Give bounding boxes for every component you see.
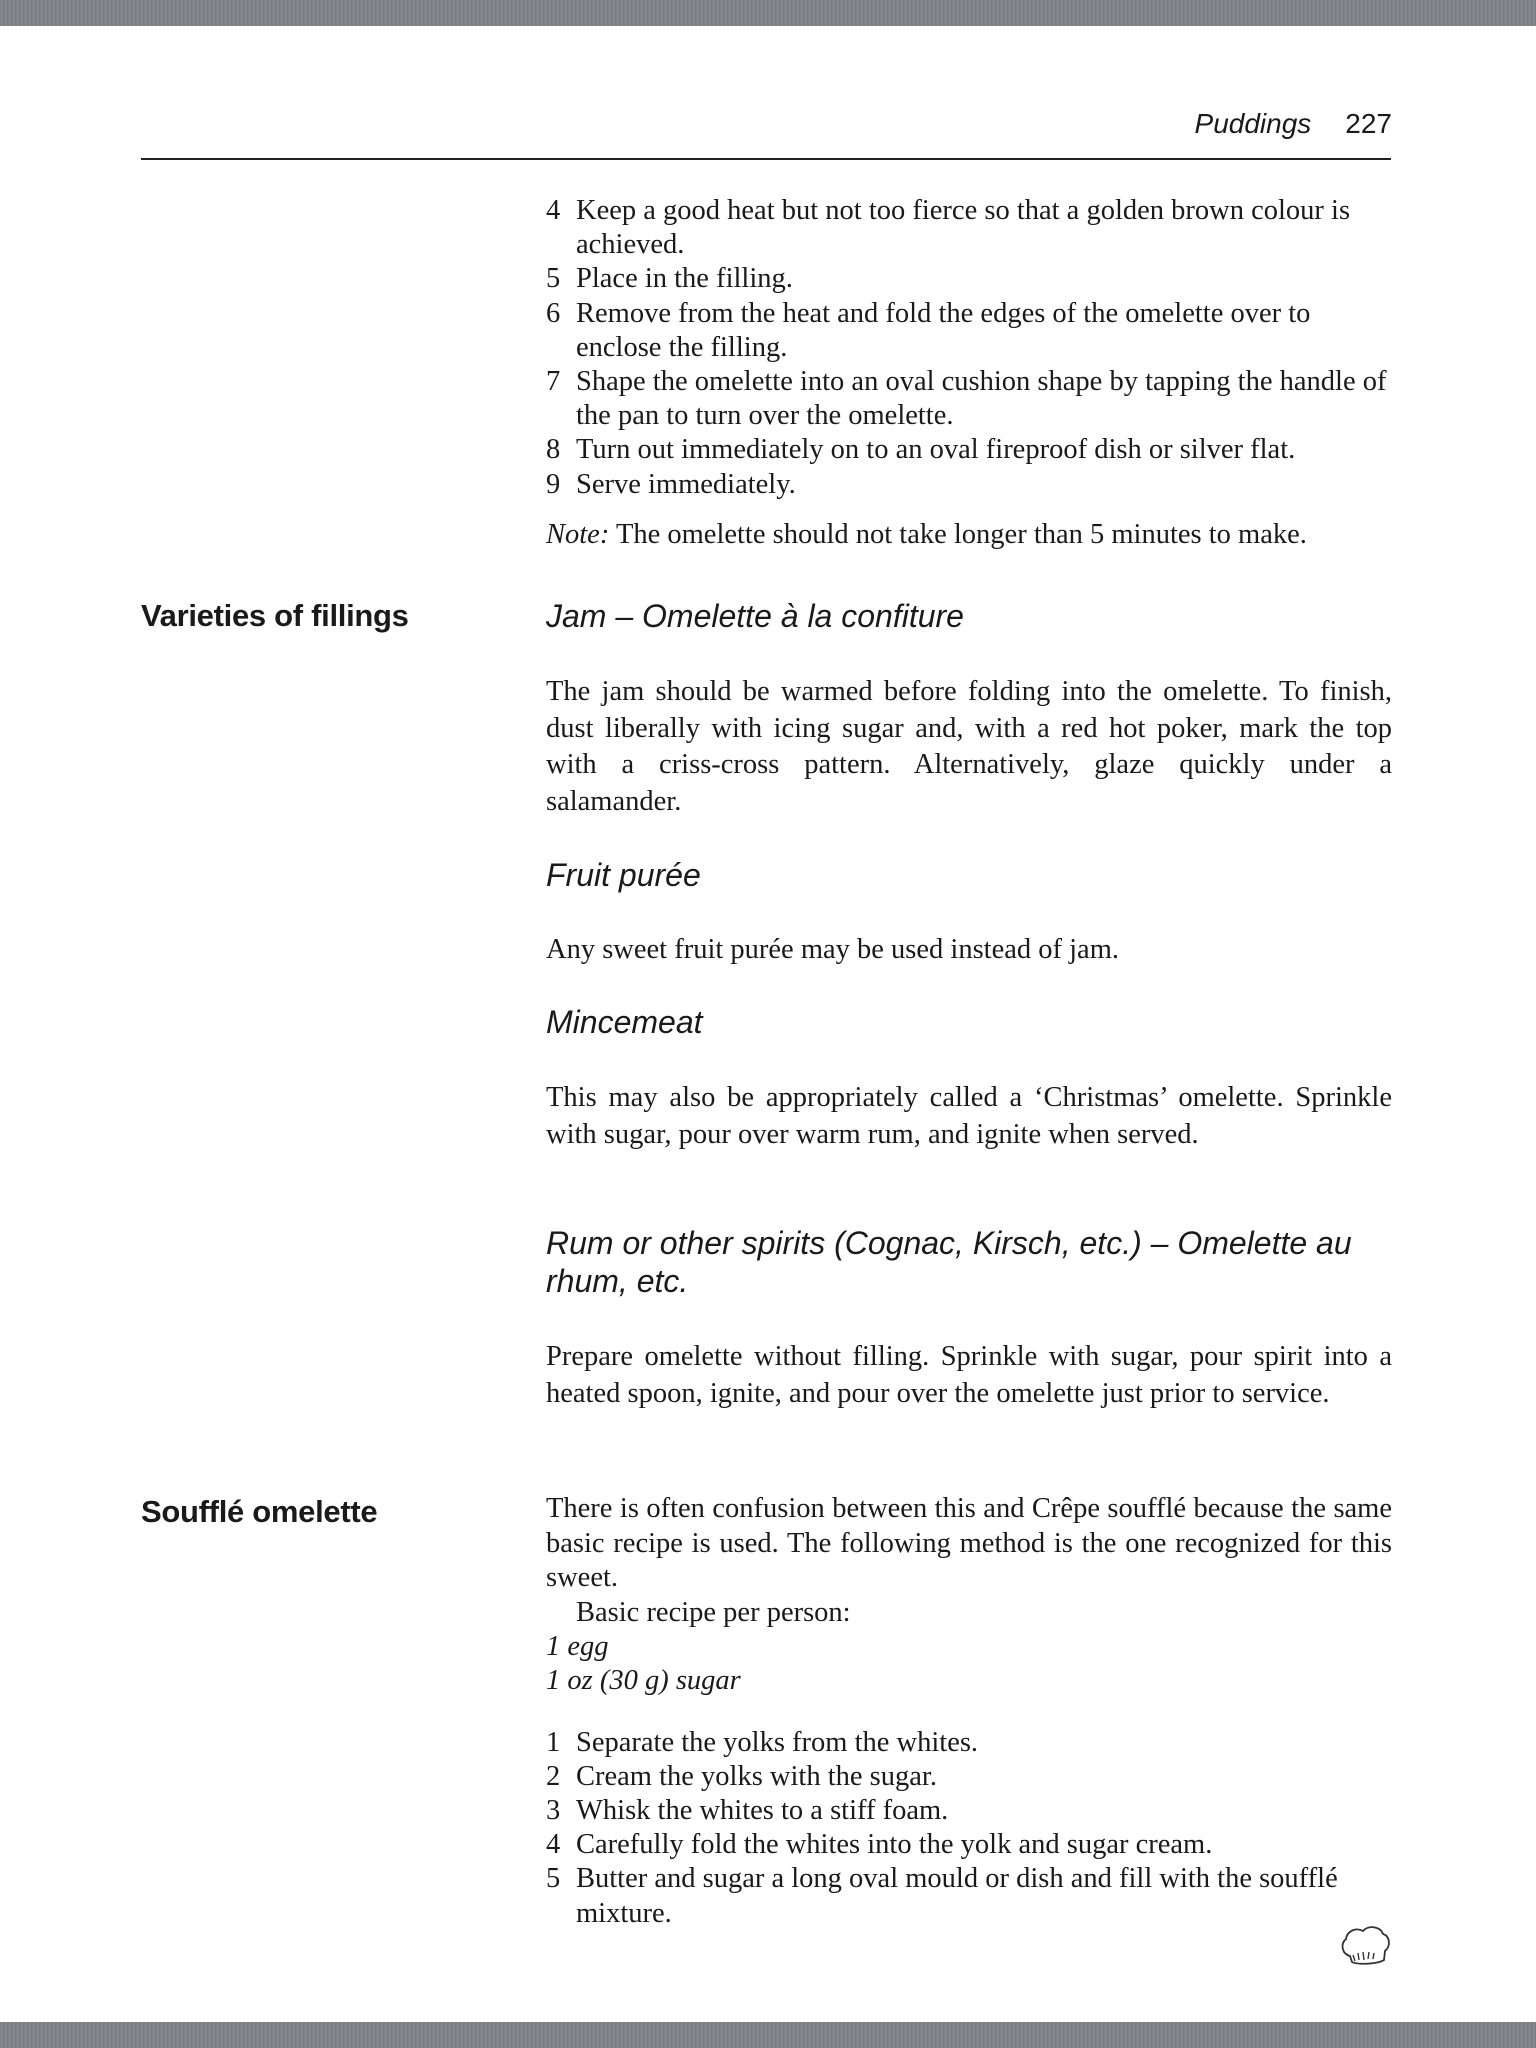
page-number: 227 (1345, 108, 1392, 139)
method-steps-continued (546, 194, 1392, 502)
note-text: The omelette should not take longer than 5 minutes to make. (609, 519, 1307, 550)
rum-text: Prepare omelette without filling. Sprinkle with sugar, pour spirit into a heated spoon, ignite, and pour over the omelette just prior to service. (546, 1341, 1392, 1409)
window-frame-bottom (0, 2022, 1536, 2048)
list-item: 5 Butter and sugar a long oval mould or dish and fill with the soufflé mixture. (546, 1863, 1338, 1929)
souffle-intro: There is often confusion between this and Crêpe soufflé because the same basic recipe is used. The following method is the one recognized for this sweet. (546, 1493, 1392, 1593)
running-head (1195, 108, 1392, 140)
jam-text: The jam should be warmed before folding into the omelette. To finish, dust liberally with icing sugar and, with a red hot poker, mark the top with a criss-cross pattern. Alternatively, glaze quickly under a salamander. (546, 676, 1392, 817)
note (546, 518, 1392, 552)
rum-title: Rum or other spirits (Cognac, Kirsch, etc.) – Omelette au rhum, etc. (546, 1225, 1352, 1299)
ingredient-item: 1 oz (30 g) sugar (546, 1664, 741, 1696)
list-item: 1 Separate the yolks from the whites. (546, 1726, 979, 1758)
list-item: 6 Remove from the heat and fold the edges of the omelette over to enclose the filling. (546, 297, 1311, 363)
ingredient-item: 1 egg (546, 1630, 609, 1662)
varieties-heading: Varieties of fillings (141, 598, 409, 633)
jam-title: Jam – Omelette à la confiture (546, 598, 964, 634)
note-label: Note: (546, 519, 610, 550)
souffle-heading: Soufflé omelette (141, 1494, 378, 1529)
list-item: 4 Carefully fold the whites into the yolk and sugar cream. (546, 1829, 1213, 1861)
fruit-puree-text: Any sweet fruit purée may be used instead of jam. (546, 934, 1119, 965)
list-item: 8 Turn out immediately on to an oval fireproof dish or silver flat. (546, 434, 1296, 466)
window-frame-top (0, 0, 1536, 26)
list-item: 3 Whisk the whites to a stiff foam. (546, 1794, 949, 1826)
list-item: 4 Keep a good heat but not too fierce so that a golden brown colour is achieved. (546, 195, 1351, 261)
mincemeat-text: This may also be appropriately called a ‘Christmas’ omelette. Sprinkle with sugar, pour over warm rum, and ignite when served. (546, 1082, 1392, 1150)
basic-recipe-label: Basic recipe per person: (576, 1596, 851, 1628)
list-item: 2 Cream the yolks with the sugar. (546, 1760, 937, 1792)
header-rule (141, 158, 1391, 160)
section-title: Puddings (1194, 108, 1312, 139)
fruit-puree-title: Fruit purée (546, 857, 701, 893)
list-item: 7 Shape the omelette into an oval cushion shape by tapping the handle of the pan to turn over the omelette. (546, 366, 1387, 432)
mincemeat-title: Mincemeat (546, 1004, 703, 1040)
chef-hat-icon (1338, 1922, 1392, 1972)
souffle-section (546, 1492, 1392, 1931)
list-item: 9 Serve immediately. (546, 468, 796, 500)
list-item: 5 Place in the filling. (546, 263, 793, 295)
souffle-steps (546, 1726, 1392, 1931)
